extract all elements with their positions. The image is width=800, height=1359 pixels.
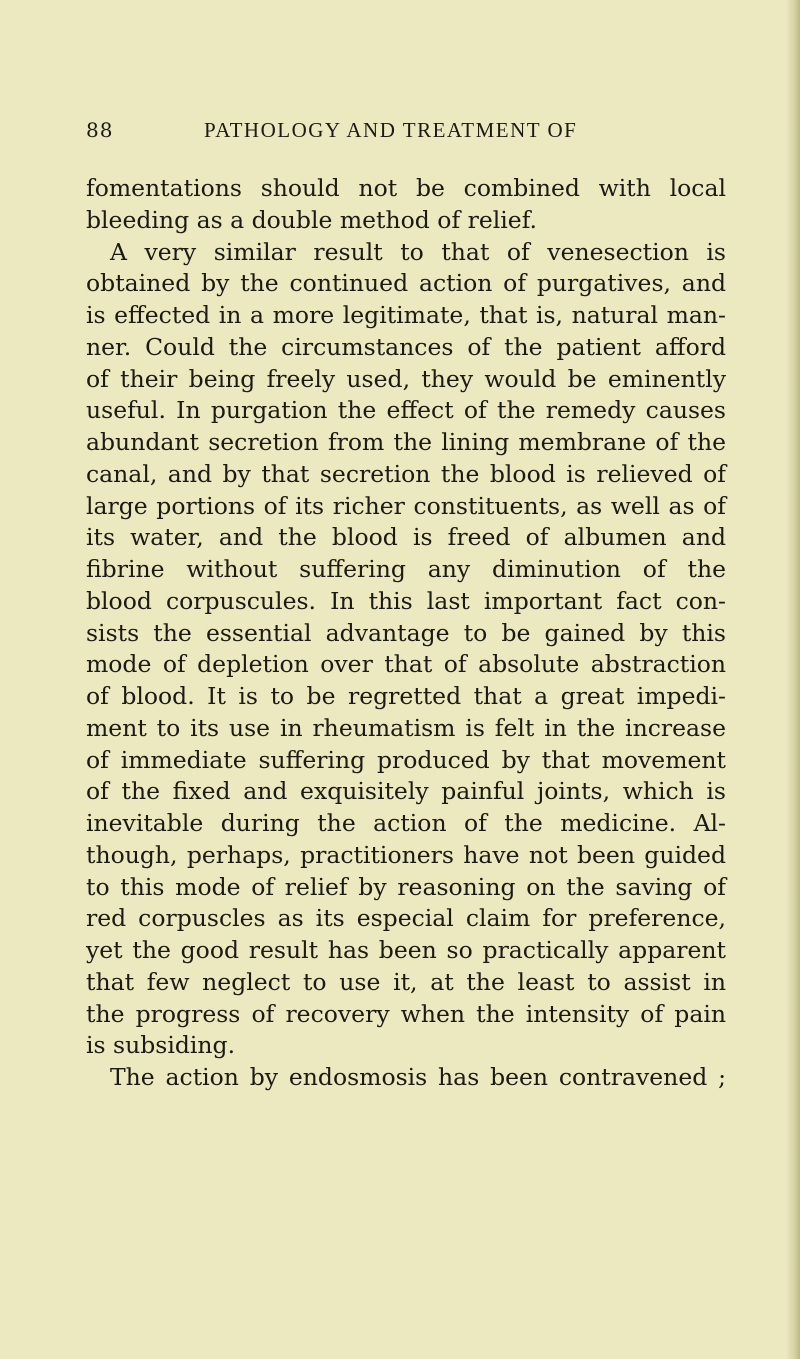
- text-line: ment to its use in rheumatism is felt in the increase: [86, 713, 726, 742]
- text-line: A very similar result to that of venesection is: [110, 237, 726, 266]
- text-line: The action by endosmosis has been contravened ;: [110, 1063, 726, 1091]
- text-line: ner. Could the circumstances of the patient afford: [86, 332, 726, 361]
- text-line: that few neglect to use it, at the least to assist in: [86, 967, 726, 996]
- text-line: obtained by the continued action of purgatives, and: [86, 269, 726, 298]
- text-line: abundant secretion from the lining membrane of the: [86, 428, 726, 456]
- text-line: of their being freely used, they would be eminently: [86, 364, 726, 393]
- text-line: inevitable during the action of the medicine. Al-: [86, 809, 726, 837]
- text-line: large portions of its richer constituents, as well as of: [86, 491, 726, 520]
- page-edge-shadow: [786, 0, 800, 1359]
- text-line: bleeding as a double method of relief.: [86, 205, 538, 234]
- text-line: to this mode of relief by reasoning on the saving of: [86, 872, 726, 901]
- text-line: blood corpuscules. In this last important fact con-: [86, 586, 726, 615]
- text-line: canal, and by that secretion the blood is relieved of: [86, 459, 726, 488]
- text-line: is subsiding.: [86, 1031, 236, 1060]
- text-line: of the fixed and exquisitely painful joints, which is: [86, 777, 726, 806]
- text-line: fomentations should not be combined with local: [86, 174, 726, 202]
- running-header: [86, 118, 726, 148]
- text-line: is effected in a more legitimate, that is, natural man-: [86, 301, 726, 329]
- text-line: mode of depletion over that of absolute abstraction: [86, 650, 726, 679]
- text-line: though, perhaps, practitioners have not been guided: [86, 840, 726, 869]
- text-line: of blood. It is to be regretted that a great impedi-: [86, 682, 726, 710]
- page-number: 88: [86, 118, 114, 142]
- text-line: the progress of recovery when the intensity of pain: [86, 999, 726, 1028]
- running-title: PATHOLOGY AND TREATMENT OF: [204, 118, 578, 142]
- text-line: fibrine without suffering any diminution of the: [86, 555, 726, 583]
- text-line: red corpuscles as its especial claim for preference,: [86, 904, 726, 933]
- body-text: [86, 173, 726, 1094]
- text-line: its water, and the blood is freed of albumen and: [86, 523, 726, 552]
- text-line: yet the good result has been so practically apparent: [86, 936, 726, 964]
- text-line: sists the essential advantage to be gained by this: [86, 618, 726, 647]
- text-line: useful. In purgation the effect of the remedy causes: [86, 396, 726, 425]
- text-line: of immediate suffering produced by that movement: [86, 745, 726, 774]
